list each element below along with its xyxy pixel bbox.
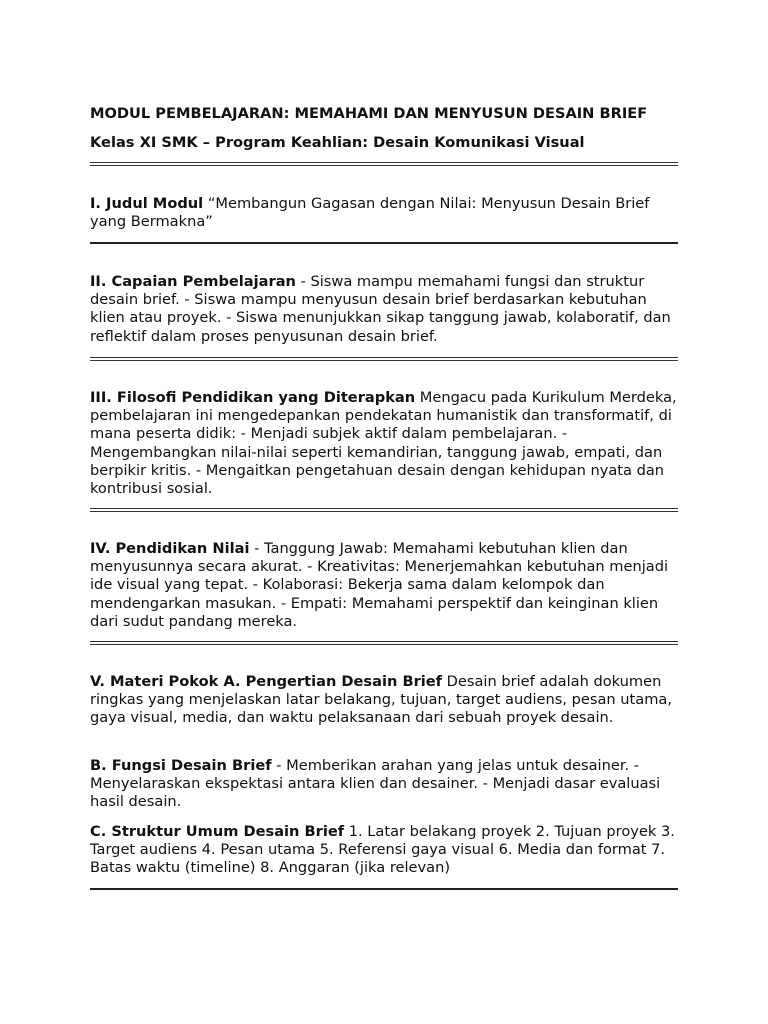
section-heading: V. Materi Pokok A. Pengertian Desain Brief (90, 673, 443, 690)
section-judul-modul (90, 195, 680, 231)
section-text: - Siswa mampu memahami fungsi dan struktur desain brief. - Siswa mampu menyusun desain brief berdasarkan kebutuhan klien atau proyek. - Siswa menunjukkan sikap tanggung jawab, kolaboratif, dan reflektif dalam proses penyusunan desain brief. (90, 273, 671, 345)
section-heading: B. Fungsi Desain Brief (90, 757, 272, 774)
section-filosofi-pendidikan (90, 389, 680, 498)
section-text: - Tanggung Jawab: Memahami kebutuhan klien dan menyusunnya secara akurat. - Kreativitas: Menerjemahkan kebutuhan menjadi ide visual yang tepat. - Kolaborasi: Bekerja sama dalam kelompok dan mendengarkan masukan. - Empati: Memahami perspektif dan keinginan klien dari sudut pandang mereka. (90, 540, 669, 630)
section-text: Mengacu pada Kurikulum Merdeka, pembelajaran ini mengedepankan pendekatan humanistik dan transformatif, di mana peserta didik: - Menjadi subjek aktif dalam pembelajaran. - Mengembangkan nilai-nilai seperti kemandirian, tanggung jawab, empati, dan berpikir kritis. - Mengaitkan pengetahuan desain dengan kehidupan nyata dan kontribusi sosial. (90, 389, 677, 498)
section-divider (90, 162, 678, 166)
section-text: “Membangun Gagasan dengan Nilai: Menyusun Desain Brief yang Bermakna” (90, 195, 650, 231)
section-divider (90, 508, 678, 512)
section-divider (90, 357, 678, 361)
section-heading: IV. Pendidikan Nilai (90, 540, 250, 557)
section-pendidikan-nilai (90, 540, 680, 631)
section-heading: II. Capaian Pembelajaran (90, 273, 296, 290)
section-capaian-pembelajaran (90, 273, 680, 346)
section-text: 1. Latar belakang proyek 2. Tujuan proyek 3. Target audiens 4. Pesan utama 5. Referensi gaya visual 6. Media dan format 7. Batas waktu (timeline) 8. Anggaran (jika relevan) (90, 823, 675, 877)
section-materi-pokok-b (90, 757, 680, 812)
section-heading: III. Filosofi Pendidikan yang Diterapkan (90, 389, 416, 406)
section-materi-pokok-c (90, 823, 680, 878)
document-title: MODUL PEMBELAJARAN: MEMAHAMI DAN MENYUSUN DESAIN BRIEF (90, 105, 648, 122)
section-text: Desain brief adalah dokumen ringkas yang menjelaskan latar belakang, tujuan, target audiens, pesan utama, gaya visual, media, dan waktu pelaksanaan dari sebuah proyek desain. (90, 673, 673, 727)
section-divider (90, 641, 678, 645)
section-heading: C. Struktur Umum Desain Brief (90, 823, 345, 840)
document-subtitle: Kelas XI SMK – Program Keahlian: Desain Komunikasi Visual (90, 134, 585, 151)
section-heading: I. Judul Modul (90, 195, 204, 212)
section-divider (90, 242, 678, 244)
section-divider (90, 888, 678, 890)
section-text: - Memberikan arahan yang jelas untuk desainer. - Menyelaraskan ekspektasi antara klien dan desainer. - Menjadi dasar evaluasi hasil desain. (90, 757, 661, 811)
section-materi-pokok-a (90, 673, 680, 728)
